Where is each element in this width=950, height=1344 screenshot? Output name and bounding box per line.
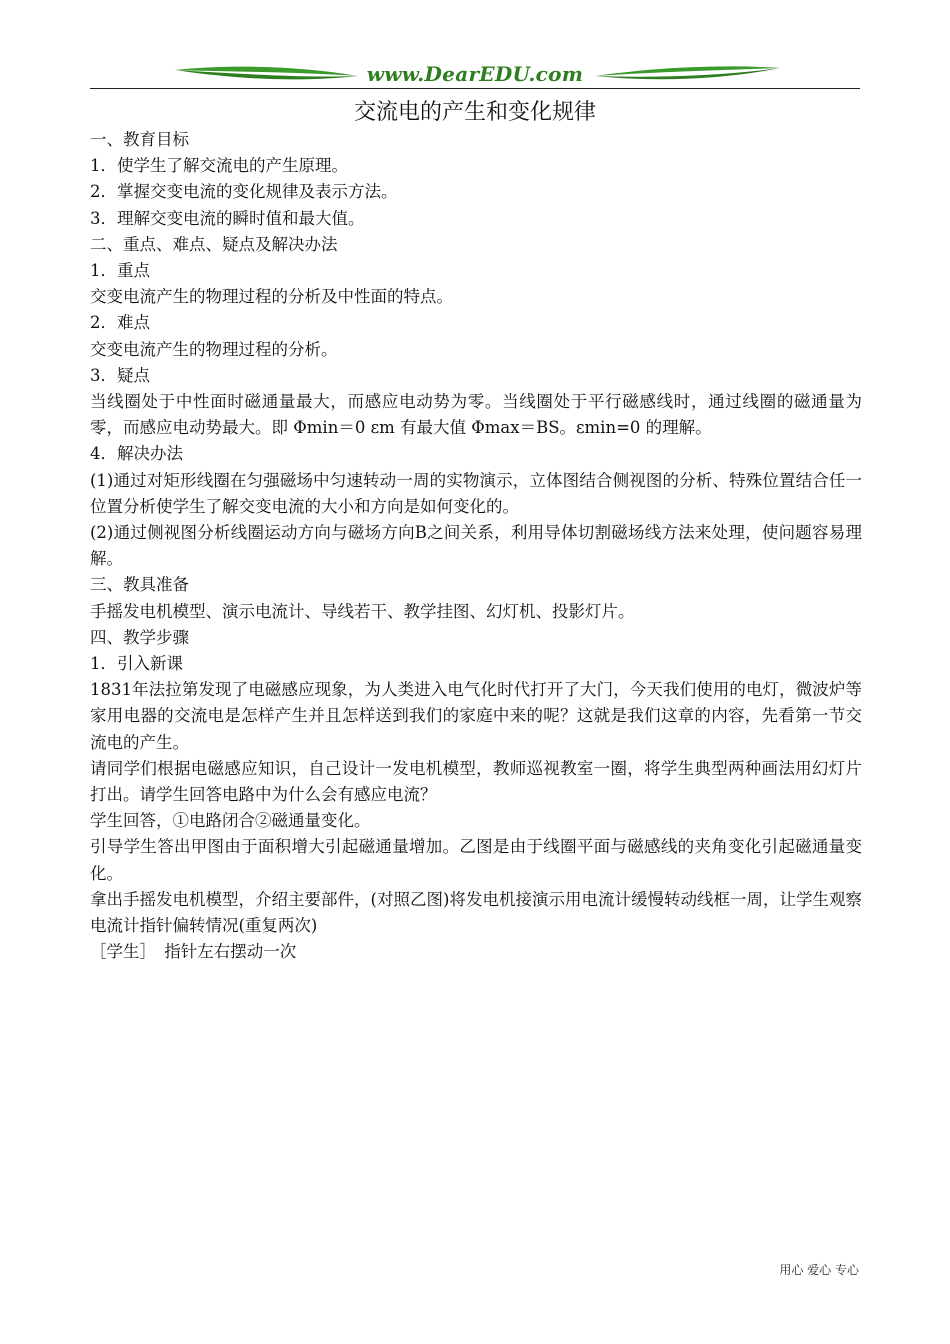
subheading: 1．引入新课: [90, 654, 183, 674]
document-body: [90, 127, 862, 966]
paragraph: 拿出手摇发电机模型，介绍主要部件，(对照乙图)将发电机接演示用电流计缓慢转动线框一周，让学生观察电流计指针偏转情况(重复两次): [90, 889, 862, 936]
list-item: 3．理解交变电流的瞬时值和最大值。: [90, 208, 365, 228]
paragraph: (1)通过对矩形线圈在匀强磁场中匀速转动一周的实物演示，立体图结合侧视图的分析、特殊位置结合任一位置分析使学生了解交变电流的大小和方向是如何变化的。: [90, 470, 862, 516]
paragraph: (2)通过侧视图分析线圈运动方向与磁场方向B之间关系，利用导体切割磁场线方法来处理，使问题容易理解。: [90, 523, 862, 569]
site-header: [90, 58, 860, 90]
header-divider: [90, 88, 860, 89]
paragraph: 交变电流产生的物理过程的分析及中性面的特点。: [90, 287, 453, 307]
paragraph: 当线圈处于中性面时磁通量最大，而感应电动势为零。当线圈处于平行磁感线时，通过线圈的磁通量为零，而感应电动势最大。即 Φmin＝0 εm 有最大值 Φmax＝BS。εmin=0 的理解。: [90, 392, 862, 438]
section-heading: 一、教育目标: [90, 130, 189, 149]
paragraph: 1831年法拉第发现了电磁感应现象，为人类进入电气化时代打开了大门，今天我们使用的电灯，微波炉等家用电器的交流电是怎样产生并且怎样送到我们的家庭中来的呢？这就是我们这章的内容，先看第一节交流电的产生。: [90, 680, 862, 752]
subheading: 3．疑点: [90, 365, 150, 385]
paragraph: 手摇发电机模型、演示电流计、导线若干、教学挂图、幻灯机、投影灯片。: [90, 601, 635, 621]
page-title: 交流电的产生和变化规律: [353, 100, 596, 125]
list-item: 1．使学生了解交流电的产生原理。: [90, 156, 348, 176]
list-item: 2．掌握交变电流的变化规律及表示方法。: [90, 182, 398, 202]
paragraph: ［学生］ 指针左右摆动一次: [90, 942, 297, 962]
section-heading: 三、教具准备: [90, 575, 189, 595]
subheading: 1．重点: [90, 261, 150, 281]
section-heading: 二、重点、难点、疑点及解决办法: [90, 234, 338, 254]
paragraph: 请同学们根据电磁感应知识，自己设计一发电机模型，教师巡视教室一圈，将学生典型两种画法用幻灯片打出。请学生回答电路中为什么会有感应电流？: [90, 758, 862, 805]
subheading: 4．解决办法: [90, 444, 183, 464]
paragraph: 学生回答，①电路闭合②磁通量变化。: [90, 811, 371, 831]
paragraph: 交变电流产生的物理过程的分析。: [90, 339, 338, 359]
subheading: 2．难点: [90, 313, 150, 333]
section-heading: 四、教学步骤: [90, 627, 189, 647]
site-name[interactable]: www.DearEDU.com: [366, 62, 584, 86]
page-footer: 用心 爱心 专心: [779, 1263, 859, 1277]
paragraph: 引导学生答出甲图由于面积增大引起磁通量增加。乙图是由于线圈平面与磁感线的夹角变化引起磁通量变化。: [90, 837, 862, 883]
